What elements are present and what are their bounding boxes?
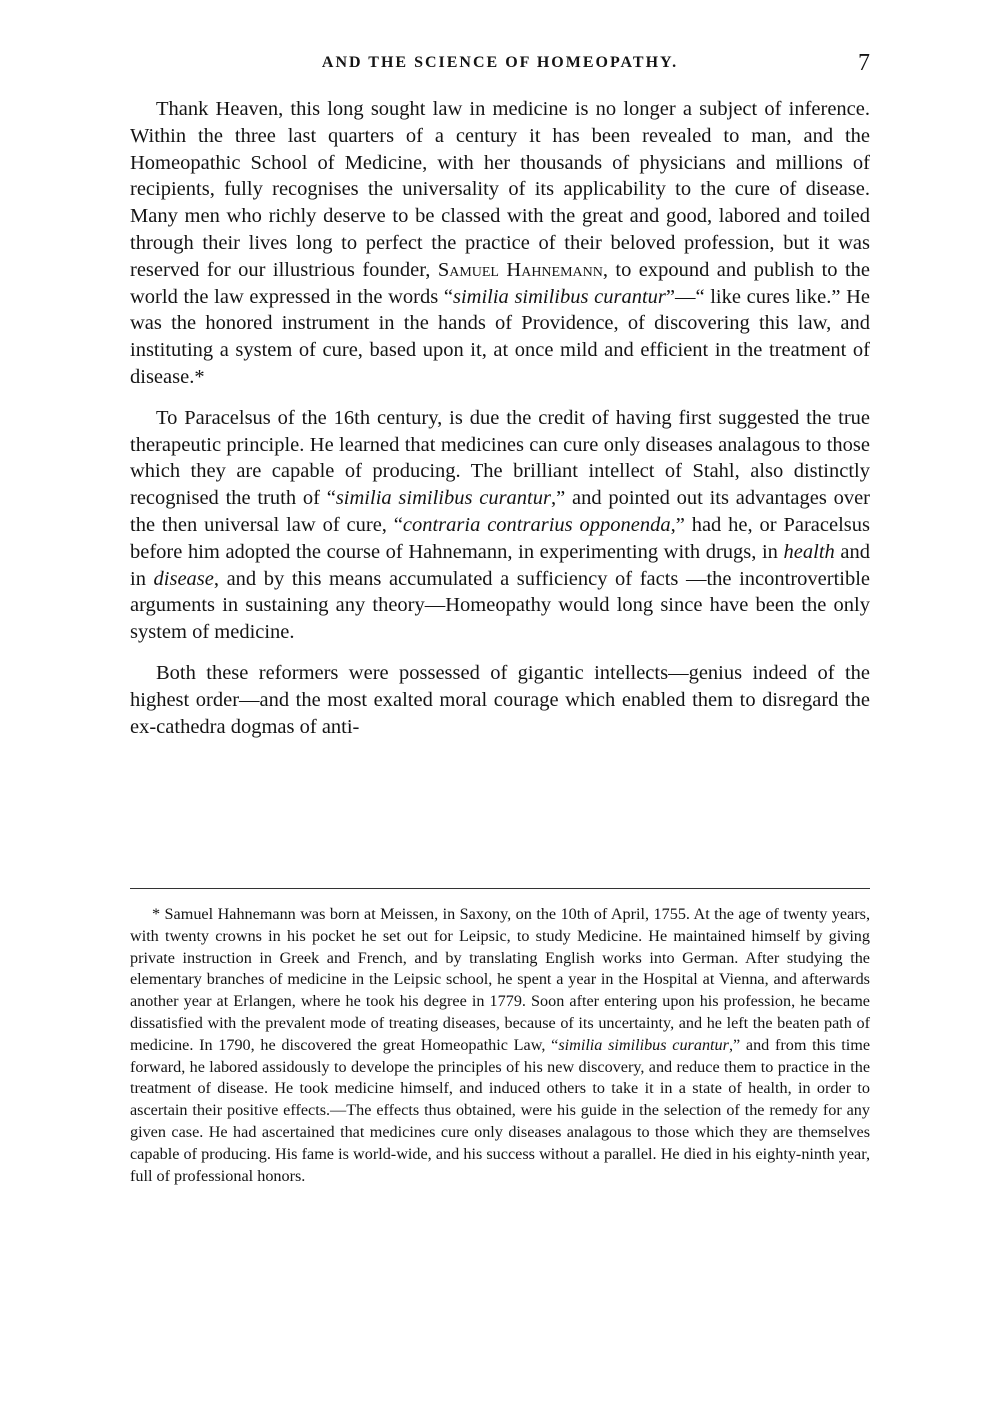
text-run: ,” and from this time forward, he labored assidously to develope the principles of his new discovery, and reduce them to practice in the treatment of disease. He took medicine himself, and induced others to take it in a state of health, in order to ascertain their positive effects.—The effects thus obtained, were his guide in the selection of the remedy for any given case. He had ascertained that medicines cure only diseases analagous to those which they are themselves capable of producing. His fame is world-wide, and his success without a parallel. He died in his eighty-ninth year, full of professional honors. — [130, 1035, 871, 1185]
italic-phrase: similia similibus curantur — [452, 285, 666, 308]
paragraph — [130, 405, 870, 646]
text-run: , and by this means accumulated a sufficiency of facts —the incontrovertible arguments in sustaining any theory—Homeopathy would long since have been the only system of medicine. — [130, 567, 871, 644]
text-run: To Paracelsus of the 16th century, is due the credit of having first suggested the true therapeutic principle. He learned that medicines can cure only diseases analagous to those which they are capable of producing. The brilliant intellect of Stahl, also distinctly recognised the truth of “ — [130, 406, 870, 510]
author-name: Samuel Hahnemann — [437, 258, 603, 281]
text-run: ”—“ like cures like.” He was the honored instrument in the hands of Providence, of discovering this law, and instituting a system of cure, based upon it, at once mild and efficient in the treatment of disease.* — [130, 285, 870, 388]
italic-phrase: contraria contrarius opponenda — [402, 513, 671, 536]
page-number: 7 — [858, 50, 870, 76]
running-head — [130, 50, 870, 80]
footnote — [130, 904, 870, 1187]
paragraph — [130, 660, 870, 740]
text-run: Thank Heaven, this long sought law in medicine is no longer a subject of inference. Within the three last quarters of a century it has been revealed to man, and the Homeopathic School of Medicine, with her thousands of physicians and millions of recipients, fully recognises the universality of its applicability to the cure of disease. Many men who richly deserve to be classed with the great and good, labored and toiled through their lives long to perfect the practice of their beloved profession, but it was reserved for our illustrious founder, — [130, 98, 870, 281]
text-run: , to expound and publish to the world the law expressed in the words “ — [130, 258, 870, 308]
italic-phrase: similia similibus curantur — [335, 487, 551, 510]
body-text — [130, 96, 870, 754]
text-run: and in — [130, 540, 870, 590]
text-run: Both these reformers were possessed of gigantic intellects—genius indeed of the highest order—and the most exalted moral courage which enabled them to disregard the ex-cathedra dogmas of anti- — [130, 661, 870, 738]
italic-phrase: similia similibus curantur — [558, 1035, 729, 1054]
text-run: ,” had he, or Paracelsus before him adopted the course of Hahnemann, in experimenting with drugs, in — [130, 513, 870, 563]
footnote-rule — [130, 888, 870, 889]
text-run: * Samuel Hahnemann was born at Meissen, in Saxony, on the 10th of April, 1755. At the age of twenty years, with twenty crowns in his pocket he set out for Leipsic, to study Medicine. He maintained himself by giving private instruction in Greek and French, and by translating English works into German. After studying the elementary branches of medicine in the Leipsic school, he spent a year in the Hospital at Vienna, and afterwards another year at Erlangen, where he took his degree in 1779. Soon after entering upon his profession, he became dissatisfied with the prevalent mode of treating diseases, because of its uncertainty, and he left the beaten path of medicine. In 1790, he discovered the great Homeopathic Law, “ — [130, 905, 870, 1054]
running-title: AND THE SCIENCE OF HOMEOPATHY. — [321, 54, 679, 71]
italic-phrase: disease — [153, 567, 214, 590]
paragraph — [130, 96, 870, 391]
text-run: ,” and pointed out its advantages over the then universal law of cure, “ — [130, 487, 870, 536]
italic-phrase: health — [783, 540, 835, 563]
